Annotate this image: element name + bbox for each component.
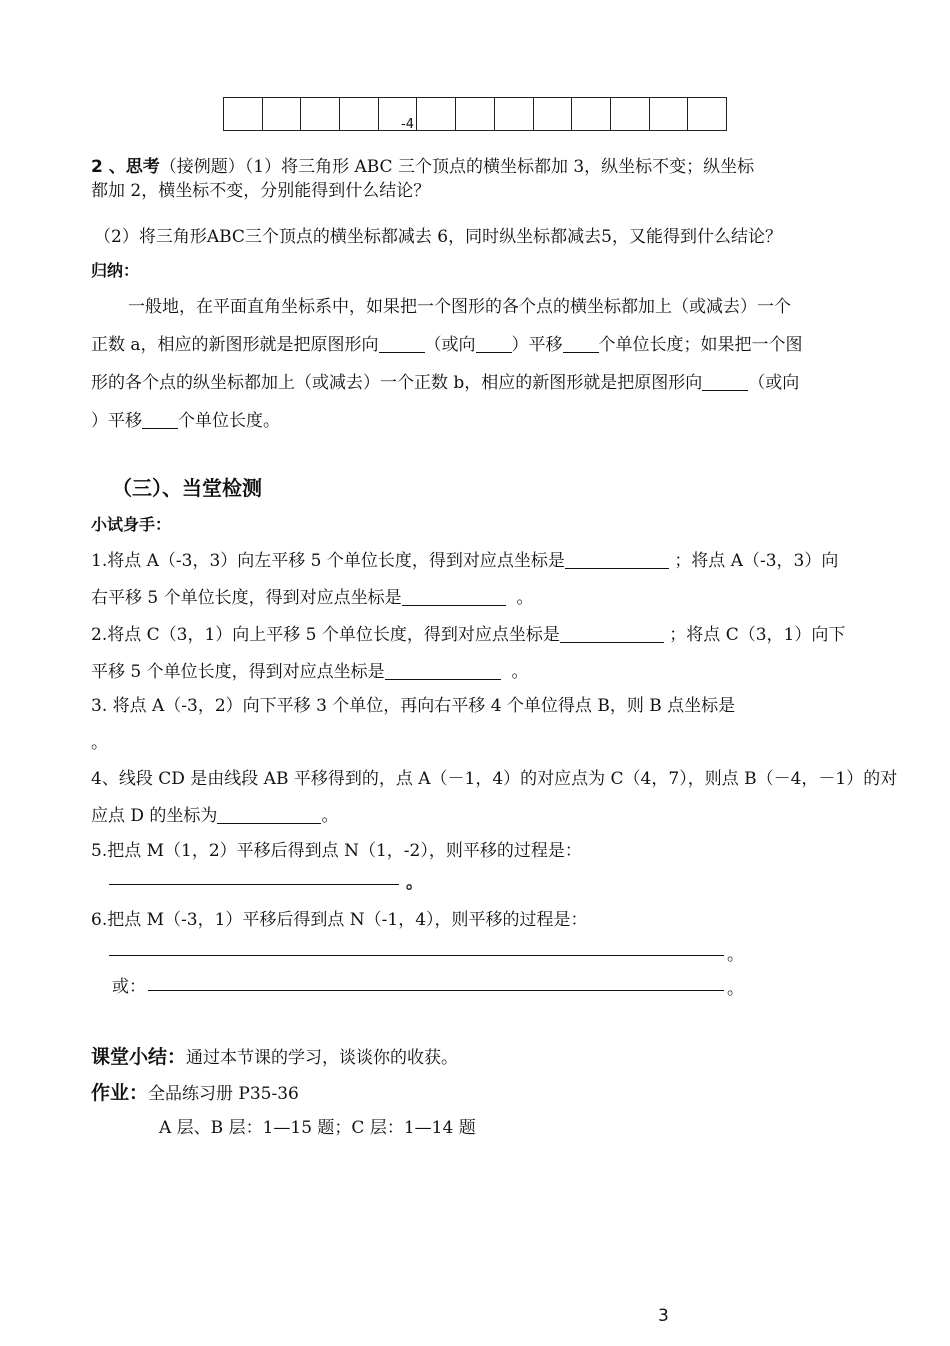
- summary-text: ）平移: [91, 411, 142, 431]
- grid-cell: [533, 97, 572, 131]
- grid-cell: [610, 97, 649, 131]
- homework-levels: A 层、B 层：1—15 题；C 层：1—14 题: [159, 1118, 476, 1138]
- question-text: 平移 5 个单位长度，得到对应点坐标是: [91, 662, 385, 682]
- coordinate-grid-row: [223, 97, 727, 131]
- summary-text: 个单位长度。: [178, 411, 280, 431]
- answer-blank[interactable]: [702, 373, 748, 391]
- grid-cell: [649, 97, 688, 131]
- question-5-end: 。: [406, 873, 423, 893]
- question-text: 。: [321, 806, 339, 826]
- grid-cell: [262, 97, 301, 131]
- axis-label: -4: [401, 117, 414, 132]
- answer-blank[interactable]: [217, 806, 321, 824]
- question-3-line-2: 。: [91, 733, 108, 753]
- summary-text: ）平移: [511, 335, 563, 355]
- question-1-line-1: [91, 546, 838, 571]
- summary-line-4: [91, 406, 280, 431]
- grid-cell: [494, 97, 533, 131]
- question-text: 。: [511, 662, 529, 682]
- question-text: 右平移 5 个单位长度，得到对应点坐标是: [91, 588, 402, 608]
- question-6-or: 或：: [112, 977, 146, 997]
- summary-text: 正数 a，相应的新图形就是把原图形向: [91, 335, 379, 355]
- think-question-2: （2）将三角形ABC三个顶点的横坐标都减去 6，同时纵坐标都减去5，又能得到什么结论？: [94, 227, 782, 247]
- think-text: （接例题）（1）将三角形 ABC 三个顶点的横坐标都加 3，纵坐标不变；纵坐标: [159, 157, 755, 177]
- answer-blank[interactable]: [402, 588, 506, 606]
- homework-text: 全品练习册 P35-36: [148, 1084, 299, 1104]
- think-line-1: [91, 152, 754, 177]
- homework-heading: 作业：: [91, 1082, 149, 1104]
- question-2-line-1: [91, 620, 845, 645]
- question-3-line-1: 3. 将点 A（-3，2）向下平移 3 个单位，再向右平移 4 个单位得点 B，则 B 点坐标是: [91, 696, 736, 716]
- answer-blank[interactable]: [476, 335, 512, 353]
- class-summary: [91, 1042, 458, 1069]
- grid-cell: [339, 97, 378, 131]
- summary-line-2: [91, 330, 803, 355]
- question-text: ；将点 C（3，1）向下: [669, 625, 846, 645]
- answer-blank[interactable]: [565, 551, 669, 569]
- summary-line-1: 一般地，在平面直角坐标系中，如果把一个图形的各个点的横坐标都加上（或减去）一个: [128, 297, 791, 317]
- section-title: （三）、当堂检测: [112, 476, 262, 500]
- think-number: 2 、: [91, 157, 126, 177]
- answer-blank[interactable]: [560, 625, 664, 643]
- question-6-end-2: 。: [727, 979, 744, 999]
- summary-text: 形的各个点的纵坐标都加上（或减去）一个正数 b，相应的新图形就是把原图形向: [91, 373, 703, 393]
- grid-cell: [223, 97, 262, 131]
- think-title: 思考: [125, 157, 160, 177]
- question-text: 1.将点 A（-3，3）向左平移 5 个单位长度，得到对应点坐标是: [91, 551, 565, 571]
- grid-cell: [300, 97, 339, 131]
- summary-line-3: [91, 368, 799, 393]
- summary-text: （或向: [424, 335, 476, 355]
- question-2-line-2: [91, 657, 528, 682]
- question-text: 2.将点 C（3，1）向上平移 5 个单位长度，得到对应点坐标是: [91, 625, 560, 645]
- answer-blank[interactable]: [379, 335, 425, 353]
- class-summary-heading: 课堂小结：: [91, 1046, 187, 1068]
- summary-text: 个单位长度；如果把一个图: [598, 335, 803, 355]
- question-5: 5.把点 M（1，2）平移后得到点 N（1，-2），则平移的过程是：: [91, 841, 582, 861]
- homework: [91, 1078, 299, 1105]
- question-text: 。: [516, 588, 534, 608]
- summary-heading: 归纳：: [91, 261, 140, 280]
- question-6: 6.把点 M（-3，1）平移后得到点 N（-1，4），则平移的过程是：: [91, 910, 588, 930]
- question-text: 应点 D 的坐标为: [91, 806, 218, 826]
- answer-blank[interactable]: [563, 335, 599, 353]
- answer-blank[interactable]: [385, 662, 501, 680]
- answer-line[interactable]: [109, 884, 399, 885]
- summary-text: （或向: [748, 373, 800, 393]
- grid-cell: [416, 97, 455, 131]
- question-text: ；将点 A（-3，3）向: [674, 551, 839, 571]
- answer-line[interactable]: [148, 990, 724, 991]
- answer-blank[interactable]: [142, 411, 178, 429]
- grid-cell: [571, 97, 610, 131]
- page-number: 3: [658, 1306, 669, 1326]
- class-summary-text: 通过本节课的学习，谈谈你的收获。: [186, 1048, 459, 1068]
- question-4-line-2: [91, 801, 338, 826]
- question-4-line-1: 4、线段 CD 是由线段 AB 平移得到的，点 A（－1，4）的对应点为 C（4，7），则点 B（－4，－1）的对: [91, 769, 898, 789]
- grid-cell: [455, 97, 494, 131]
- question-1-line-2: [91, 583, 533, 608]
- think-line-2: 都加 2，横坐标不变，分别能得到什么结论？: [91, 181, 431, 201]
- question-6-end-1: 。: [727, 945, 744, 965]
- answer-line[interactable]: [109, 955, 724, 956]
- tryit-heading: 小试身手：: [91, 515, 172, 534]
- grid-cell: [687, 97, 727, 131]
